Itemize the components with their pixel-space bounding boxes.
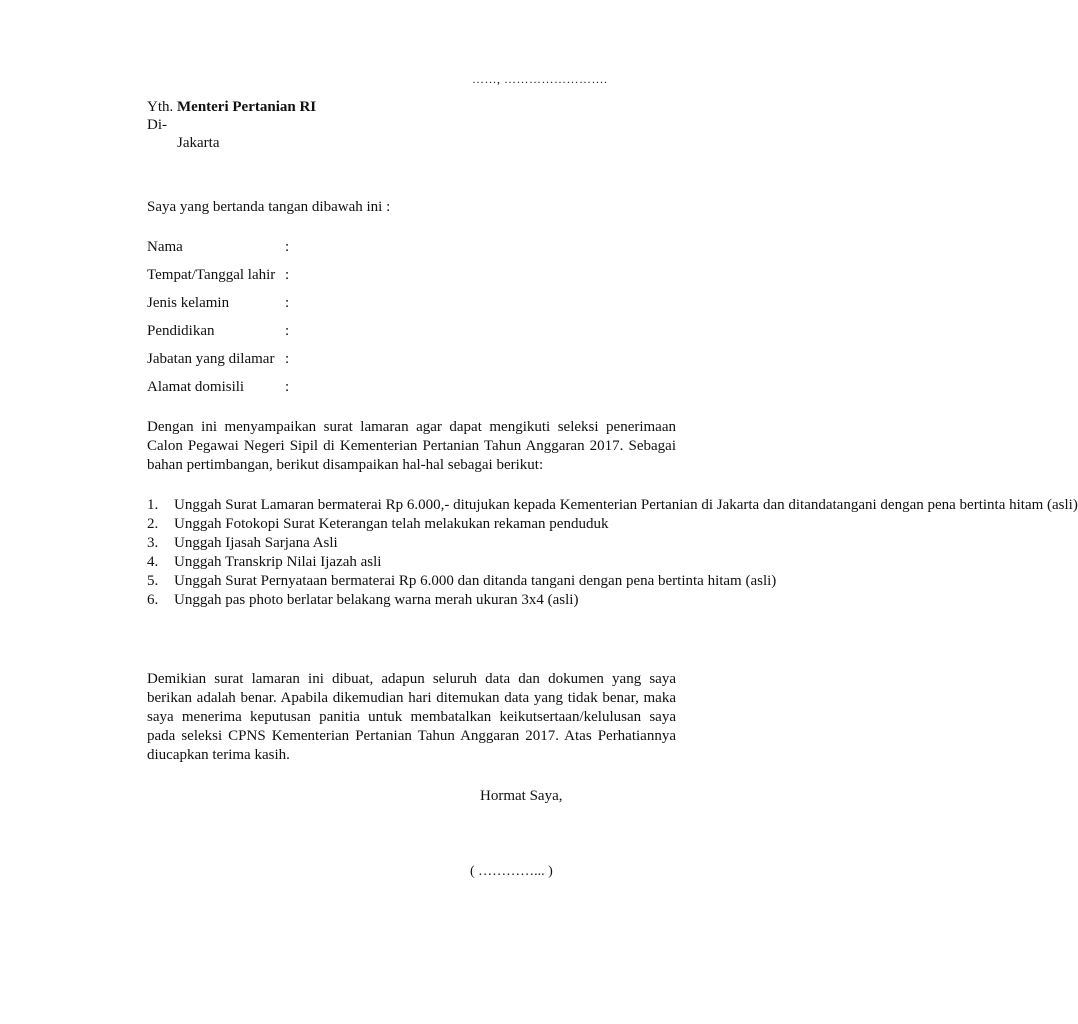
field-row-nama: [147, 238, 289, 266]
field-separator: :: [285, 295, 290, 311]
field-row-jabatan: [147, 350, 289, 378]
field-separator: :: [285, 379, 290, 395]
list-item: [147, 572, 777, 591]
date-place-line: ……, …………………….: [472, 72, 608, 86]
recipient-block: [147, 98, 316, 152]
recipient-city: Jakarta: [177, 135, 220, 151]
list-text: Unggah Surat Pernyataan bermaterai Rp 6.000 dan ditanda tangani dengan pena bertinta hitam (asli): [174, 573, 777, 589]
signature-placeholder: ( …………... ): [470, 864, 553, 879]
list-text: Unggah Surat Lamaran bermaterai Rp 6.000,- ditujukan kepada Kementerian Pertanian di Jakarta dan ditandatangani dengan pena bertinta hitam (asli): [174, 497, 1078, 513]
paragraph-closing-statement: Demikian surat lamaran ini dibuat, adapun seluruh data dan dokumen yang saya berikan adalah benar. Apabila dikemudian hari ditemukan data yang tidak benar, maka saya menerima keputusan panitia untuk membatalkan keikutsertaan/kelulusan saya pada seleksi CPNS Kementerian Pertanian Tahun Anggaran 2017. Atas Perhatiannya diucapkan terima kasih.: [147, 671, 676, 763]
closing-salutation: Hormat Saya,: [480, 788, 563, 804]
field-label: Jenis kelamin: [147, 295, 230, 311]
recipient-name: Menteri Pertanian RI: [177, 99, 317, 115]
list-item: [147, 591, 676, 610]
recipient-di: Di-: [147, 117, 167, 133]
list-item: [147, 496, 1078, 515]
list-text: Unggah pas photo berlatar belakang warna merah ukuran 3x4 (asli): [174, 592, 579, 608]
list-text: Unggah Transkrip Nilai Ijazah asli: [174, 554, 382, 570]
list-number: 5.: [147, 573, 159, 589]
requirements-list: [147, 496, 1078, 610]
list-text: Unggah Fotokopi Surat Keterangan telah melakukan rekaman penduduk: [174, 516, 609, 532]
list-text: Unggah Ijasah Sarjana Asli: [174, 535, 338, 551]
field-row-pendidikan: [147, 322, 289, 350]
field-label: Pendidikan: [147, 323, 215, 339]
field-separator: :: [285, 351, 290, 367]
field-label: Tempat/Tanggal lahir: [147, 267, 276, 283]
intro-text: Saya yang bertanda tangan dibawah ini :: [147, 199, 391, 215]
list-item: [147, 534, 676, 553]
field-separator: :: [285, 267, 290, 283]
list-item: [147, 553, 676, 572]
paragraph-purpose: Dengan ini menyampaikan surat lamaran agar dapat mengikuti seleksi penerimaan Calon Pegawai Negeri Sipil di Kementerian Pertanian Tahun Anggaran 2017. Sebagai bahan pertimbangan, berikut disampaikan hal-hal sebagai berikut:: [147, 419, 676, 473]
field-row-jenis-kelamin: [147, 294, 289, 322]
field-label: Alamat domisili: [147, 379, 245, 395]
field-separator: :: [285, 323, 290, 339]
identity-fields: [147, 238, 289, 406]
field-label: Nama: [147, 239, 183, 255]
list-number: 3.: [147, 535, 159, 551]
list-number: 4.: [147, 554, 159, 570]
recipient-line: [147, 98, 316, 116]
recipient-prefix: Yth.: [147, 99, 174, 115]
list-item: [147, 515, 676, 534]
list-number: 1.: [147, 497, 159, 513]
list-number: 6.: [147, 592, 159, 608]
field-separator: :: [285, 239, 290, 255]
field-row-alamat: [147, 378, 289, 406]
list-number: 2.: [147, 516, 159, 532]
field-label: Jabatan yang dilamar: [147, 351, 275, 367]
field-row-tempat-tanggal-lahir: [147, 266, 289, 294]
